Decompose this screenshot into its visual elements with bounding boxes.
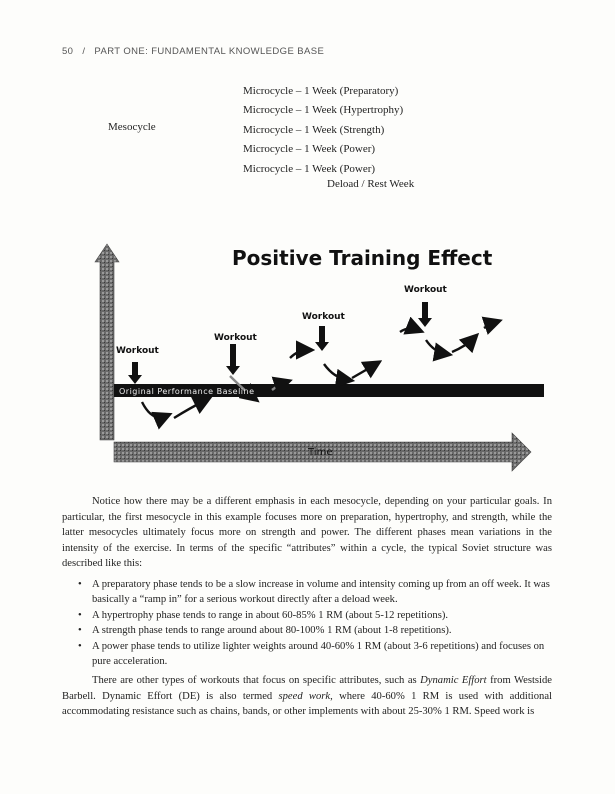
workout-down-arrow	[128, 362, 142, 384]
workout-label: Workout	[404, 285, 447, 295]
paragraph-dynamic-effort	[62, 673, 552, 720]
italic-term: speed work	[278, 690, 331, 702]
phase-bullet-list	[78, 577, 552, 669]
workout-arrows	[128, 302, 432, 384]
training-effect-diagram	[94, 240, 548, 476]
paragraph-text: from Westside Barbell. Dynamic Effort (DE) is also termed	[62, 675, 553, 702]
y-axis-arrow	[95, 244, 119, 440]
mesocycle-label: Mesocycle	[108, 121, 156, 133]
workout-label: Workout	[214, 333, 257, 343]
microcycle-item: Microcycle – 1 Week (Preparatory)	[243, 85, 399, 97]
wave-arrow	[426, 340, 446, 354]
bullet-item: • A power phase tends to utilize lighter weights around 40-60% 1 RM (about 3-6 repetitions) and focuses on pure acceleration.	[78, 639, 552, 670]
paragraph-mesocycle-emphasis: Notice how there may be a different emphasis in each mesocycle, depending on your particular goals. In particular, the first mesocycle in this example focuses more on preparation, hypertrophy, and strength, while the latter mesocycles ultimately focus more on strength and power. The different phases mean variations in the intensity of the exercise. In terms of the specific “attributes” within a cycle, the typical Soviet structure was described like this:	[62, 496, 552, 570]
baseline-label: Original Performance Baseline	[119, 387, 255, 396]
part-title: PART ONE: FUNDAMENTAL KNOWLEDGE BASE	[94, 46, 325, 57]
microcycle-item: Microcycle – 1 Week (Power)	[243, 143, 376, 156]
wave-arrow	[290, 350, 308, 358]
workout-label: Workout	[116, 346, 159, 356]
bullet-item: • A strength phase tends to range around about 80-100% 1 RM (about 1-8 repetitions).	[78, 623, 552, 638]
wave-arrow	[484, 322, 496, 328]
positive-training-effect-figure	[94, 240, 548, 476]
wave-arrow	[324, 364, 348, 380]
figure-title: Positive Training Effect	[232, 246, 493, 270]
wave-arrow	[452, 338, 474, 352]
bullet-item: • A hypertrophy phase tends to range in about 60-85% 1 RM (about 5-12 repetitions).	[78, 608, 552, 623]
header-separator: /	[82, 46, 86, 57]
microcycle-item: Microcycle – 1 Week (Hypertrophy)	[243, 104, 404, 117]
deload-week: Deload / Rest Week	[327, 178, 415, 190]
workout-label: Workout	[302, 312, 345, 322]
page-number: 50	[62, 46, 74, 57]
paragraph-text: , where 40-60% 1 RM is used with additional accommodating resistance such as chains, bands, or other implements with about 25-30% 1 RM. Speed work is	[62, 690, 552, 718]
wave-arrow	[174, 400, 206, 418]
microcycle-list	[243, 82, 403, 179]
x-axis-label: Time	[308, 447, 333, 458]
workout-down-arrow	[315, 326, 329, 351]
workout-down-arrow	[418, 302, 432, 327]
bullet-item: • A preparatory phase tends to be a slow increase in volume and intensity coming up from an off week. It was basically a “ramp in” for a serious workout directly after a deload week.	[78, 577, 552, 608]
running-header	[62, 46, 324, 57]
wave-arrow	[400, 328, 418, 332]
microcycle-item: Microcycle – 1 Week (Strength)	[243, 123, 385, 136]
wave-arrow	[142, 402, 166, 417]
microcycle-item: Microcycle – 1 Week (Power)	[243, 162, 376, 175]
paragraph-text: There are other types of workouts that focus on specific attributes, such as	[92, 675, 421, 686]
workout-down-arrow	[226, 344, 240, 375]
wave-arrow	[352, 364, 376, 378]
italic-term: Dynamic Effort	[420, 675, 487, 686]
